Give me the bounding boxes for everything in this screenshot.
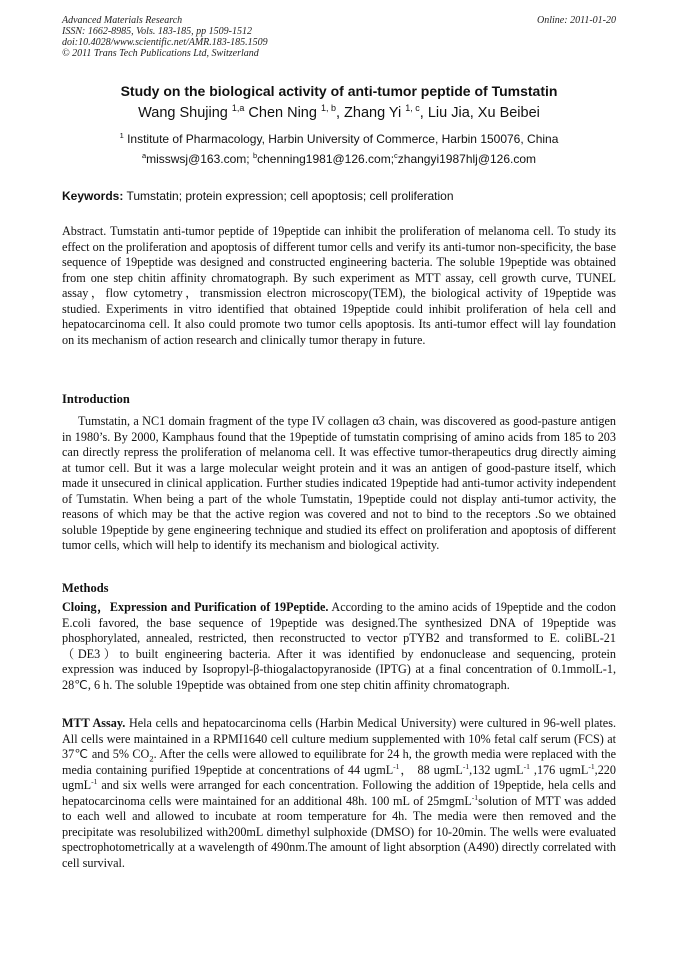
copyright-line: © 2011 Trans Tech Publications Ltd, Switzerland <box>62 48 259 59</box>
mtt-superscript: -1 <box>523 761 530 771</box>
mtt-text: solution of MTT was added to each well and allowed to incubate at room temperature for 4h. The media were then removed and the precipitate was resolubilized with200mL dimethyl sulphoxide (DMSO) for 10-20min. The wells were evaluated spectrophotometrically at a wavelength of 490nm.The amount of light absorption (A490) directly correlated with cell survival. <box>62 793 616 870</box>
affil-mark: 1 <box>119 131 124 140</box>
affiliation <box>40 131 638 147</box>
email-address: chenning1981@126.com; <box>257 152 395 166</box>
mtt-text: Hela cells and hepatocarcinoma cells (Harbin Medical University) were cultured in 96-well plates. All cells were maintained in a RPMI1640 cell culture medium supplemented with 10% fetal calf serum (FCS) at 37℃ and 5% CO <box>62 716 616 761</box>
author-affil-mark: 1, c <box>405 103 420 114</box>
affil-text: Institute of Pharmacology, Harbin University of Commerce, Harbin 150076, China <box>123 132 559 146</box>
cloning-text: According to the amino acids of 19peptide and the codon E.coli favored, the base sequence of 19peptide was designed.The synthesized DNA of 19peptide was phosphorylated, annealed, restricted, then reconstructed to vector pTYB2 and transformed to E. coliBL-21（DE3）to built engineering bacteria. After it was identified by endonuclease and sequencing, protein expression was induced by Isopropyl-β-thiogalactopyranoside (IPTG) at a final concentration of 0.1mmolL-1, 28℃, 6 h. The soluble 19peptide was obtained from one step chitin affinity chromatograph. <box>62 600 617 692</box>
mtt-superscript: -1 <box>462 761 470 771</box>
email-mark: c <box>394 151 398 160</box>
keywords-text: Tumstatin; protein expression; cell apoptosis; cell proliferation <box>123 189 454 203</box>
mtt-superscript: -1 <box>588 761 595 771</box>
introduction-paragraph: Tumstatin, a NC1 domain fragment of the type IV collagen α3 chain, was discovered as good-pasture antigen in 1980’s. By 2000, Kamphaus found that the 19peptide of tumstatin comprising of amino acids from 185 to 203 can directly repress the proliferation of melanoma cell. It was effective tumor-therapeutics drug directly aiming at tumor cell. But it was a large molecular weight protein and it was an antigen of good-pasture itself, which made it unsecured in clinical application. Further studies indicated 19peptide had anti-tumor activity independent of Tumstatin. When being a part of the whole Tumstatin, 19peptide could not display anti-tumor activity, the reasons of which may be that the active region was covered and not to bind to the receptors .So we obtained soluble 19peptide by gene engineering technique and studied its effect on proliferation and apoptosis of different tumor cells, which will help to identify its mechanism and biological activity. <box>62 414 616 552</box>
author-name: , Liu Jia, Xu Beibei <box>419 105 540 121</box>
email-mark: a <box>141 151 147 160</box>
mtt-superscript: -1 <box>393 761 400 771</box>
journal-header <box>62 15 616 59</box>
email-address: misswsj@163.com; <box>146 152 253 166</box>
cloning-paragraph <box>62 600 616 693</box>
keywords-label: Keywords: <box>62 189 124 203</box>
author-name: Wang Shujing <box>138 105 232 121</box>
email-mark: b <box>252 151 258 160</box>
mtt-text: ， 88 ugmL <box>399 762 463 777</box>
author-name: Chen Ning <box>244 105 321 121</box>
author-affil-mark: 1, b <box>320 103 336 114</box>
methods-heading: Methods <box>62 581 109 595</box>
journal-name: Advanced Materials Research <box>62 15 183 26</box>
email-address: zhangyi1987hlj@126.com <box>397 152 537 166</box>
mtt-text: ,220 ugmL <box>62 762 616 792</box>
mtt-text: . After the cells were allowed to equilibrate for 24 h, the growth media were replaced with the media containing purified 19peptide at concentrations of 44 ugmL <box>62 747 616 777</box>
paper-title: Study on the biological activity of anti-tumor peptide of Tumstatin <box>120 83 558 99</box>
mtt-text: and six wells were arranged for each concentration. Following the addition of 19peptide, hela cells and hepatocarcinoma cells were maintained for an additional 48h. 100 mL of 25mgmL <box>62 778 616 808</box>
mtt-lead: MTT Assay. <box>62 716 126 730</box>
keywords <box>62 188 616 204</box>
author-name: , Zhang Yi <box>335 105 406 121</box>
mtt-subscript: 2 <box>149 753 154 764</box>
email-list <box>40 151 638 167</box>
online-date: Online: 2011-01-20 <box>537 15 616 26</box>
introduction-heading: Introduction <box>62 392 130 406</box>
mtt-text: ,176 ugmL <box>529 762 589 777</box>
mtt-paragraph <box>62 716 616 871</box>
author-affil-mark: 1,a <box>231 103 245 114</box>
issn-line: ISSN: 1662-8985, Vols. 183-185, pp 1509-1512 <box>62 26 252 37</box>
mtt-superscript: -1 <box>471 792 479 802</box>
author-list <box>40 104 638 122</box>
cloning-lead: Cloing，Expression and Purification of 19Peptide. <box>62 600 329 614</box>
abstract-paragraph: Abstract. Tumstatin anti-tumor peptide of 19peptide can inhibit the proliferation of melanoma cell. To study its effect on the proliferation and apoptosis of different tumor cells and verify its anti-tumor non-specificity, the base sequence of 19peptide was designed and constructed engineering bacteria. The soluble 19peptide was obtained from one step chitin affinity chromatograph. By such experiment as MTT assay, cell growth curve, TUNEL assay，flow cytometry，transmission electron microscopy(TEM), the biological activity of 19peptide was studied. Experiments in vitro identified that obtained 19peptide could inhibit proliferation of hela cell and hepatocarcinoma cell. It also could promote two tumor cells apoptosis. Its anti-tumor effect will lay foundation on its mechanism of action research and clinically tumor therapy in future. <box>62 224 616 347</box>
mtt-superscript: -1 <box>91 776 98 786</box>
mtt-text: ,132 ugmL <box>469 762 524 777</box>
doi-line: doi:10.4028/www.scientific.net/AMR.183-185.1509 <box>62 37 268 48</box>
